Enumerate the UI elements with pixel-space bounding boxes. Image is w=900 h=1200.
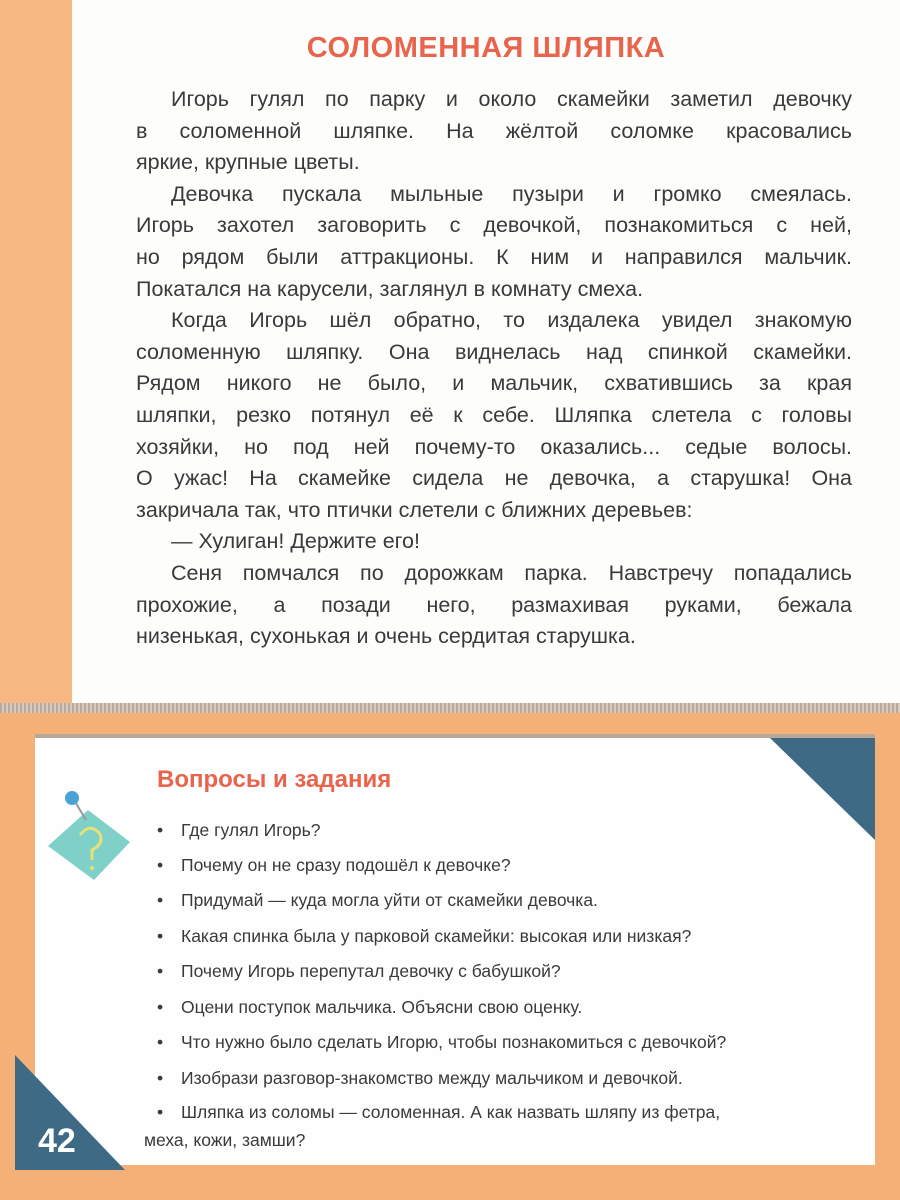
story-line-text: соломенную шляпку. Она виднелась над спинкой скамейки. [136, 339, 852, 364]
question-note-icon [42, 790, 134, 882]
divider [0, 703, 900, 713]
story-line-text: Покатался на карусели, заглянул в комнату смеха. [136, 276, 644, 301]
story-line [136, 368, 852, 400]
story-line-text: прохожие, а позади него, размахивая руками, бежала [136, 592, 852, 617]
bullet-icon: • [157, 820, 164, 840]
question-item [157, 1102, 857, 1123]
question-item [157, 926, 857, 947]
question-item [157, 1032, 857, 1053]
story-line-text: Игорь гулял по парку и около скамейки заметил девочку [171, 87, 852, 111]
story-text [136, 84, 852, 653]
story-line-text: Когда Игорь шёл обратно, то издалека увидел знакомую [171, 308, 852, 333]
story-line [136, 305, 852, 337]
story-line-text: О ужас! На скамейке сидела не девочка, а старушка! Она [136, 466, 852, 491]
question-text: меха, кожи, замши? [144, 1130, 306, 1150]
question-text: Где гулял Игорь? [181, 820, 321, 840]
story-line [136, 84, 852, 116]
question-text: Изобрази разговор-знакомство между мальчиком и девочкой. [181, 1068, 683, 1088]
story-line [136, 400, 852, 432]
story-title: СОЛОМЕННАЯ ШЛЯПКА [306, 32, 666, 64]
story-line [136, 210, 852, 242]
story-line [136, 558, 852, 590]
question-text: Что нужно было сделать Игорю, чтобы познакомиться с девочкой? [181, 1032, 727, 1052]
story-line-text: в соломенной шляпке. На жёлтой соломке красовались [136, 118, 852, 143]
bullet-icon: • [157, 926, 164, 946]
story-line-text: Сеня помчался по дорожкам парка. Навстречу попадались [171, 560, 852, 585]
question-item [157, 961, 857, 982]
bullet-icon: • [157, 855, 164, 875]
story-line [136, 526, 852, 558]
page-number: 42 [38, 1122, 76, 1160]
questions-title: Вопросы и задания [157, 766, 392, 793]
bullet-icon: • [157, 997, 164, 1017]
story-line [136, 590, 852, 622]
story-line [136, 242, 852, 274]
story-line-text: Игорь захотел заговорить с девочкой, познакомиться с ней, [136, 213, 852, 238]
question-item [157, 997, 857, 1018]
question-text: Придумай — куда могла уйти от скамейки девочка. [181, 890, 598, 910]
story-line-text: Рядом никого не было, и мальчик, схватившись за края [136, 371, 852, 396]
question-text: Шляпка из соломы — соломенная. А как назвать шляпу из фетра, [181, 1102, 721, 1122]
question-item [157, 855, 857, 876]
question-text: Почему он не сразу подошёл к девочке? [181, 855, 511, 875]
story-line-text: — Хулиган! Держите его! [171, 529, 420, 554]
story-line-text: но рядом были аттракционы. К ним и направился мальчик. [136, 244, 852, 269]
story-line-text: шляпки, резко потянул её к себе. Шляпка слетела с головы [136, 402, 852, 427]
story-line [136, 463, 852, 495]
questions-box [35, 738, 875, 1165]
bullet-icon: • [157, 890, 164, 910]
story-line [136, 179, 852, 211]
question-text: Какая спинка была у парковой скамейки: высокая или низкая? [181, 926, 692, 946]
question-item [157, 1068, 857, 1089]
story-line [136, 432, 852, 464]
bullet-icon: • [157, 1102, 164, 1122]
page-margin [0, 0, 72, 705]
question-text: Почему Игорь перепутал девочку с бабушкой? [181, 961, 561, 981]
story-line [136, 495, 852, 527]
question-item [157, 820, 857, 841]
story-line [136, 621, 852, 653]
bullet-icon: • [157, 1068, 164, 1088]
bullet-icon: • [157, 1032, 164, 1052]
story-line-text: Девочка пускала мыльные пузыри и громко смеялась. [171, 181, 852, 206]
story-line [136, 274, 852, 306]
story-line-text: закричала так, что птички слетели с ближних деревьев: [136, 497, 693, 522]
question-item [157, 890, 857, 911]
question-text: Оцени поступок мальчика. Объясни свою оценку. [181, 997, 583, 1017]
question-item [144, 1130, 844, 1151]
story-line [136, 147, 852, 179]
story-line [136, 337, 852, 369]
story-line-text: низенькая, сухонькая и очень сердитая старушка. [136, 624, 636, 649]
story-line-text: яркие, крупные цветы. [136, 150, 360, 175]
story-line-text: хозяйки, но под ней почему-то оказались... седые волосы. [136, 434, 852, 459]
bullet-icon: • [157, 961, 164, 981]
story-line [136, 116, 852, 148]
